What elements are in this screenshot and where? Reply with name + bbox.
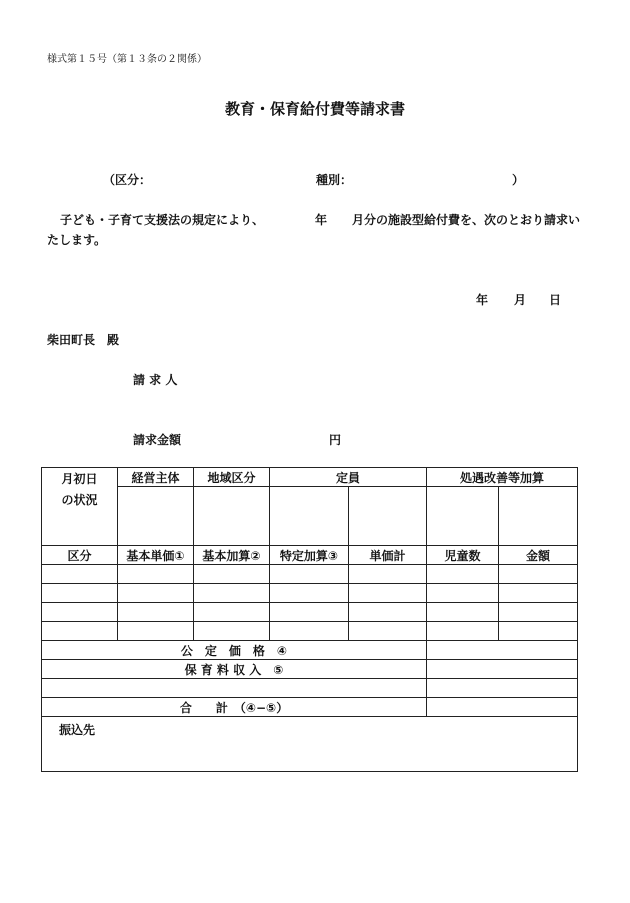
amount-label: 請求金額 bbox=[133, 433, 182, 447]
header-chiiki-kubun: 地域区分 bbox=[194, 468, 270, 487]
table-cell[interactable] bbox=[427, 584, 499, 603]
header-teiin: 定員 bbox=[270, 468, 427, 487]
table-cell[interactable] bbox=[499, 603, 578, 622]
header-kingaku: 金額 bbox=[499, 546, 578, 565]
total-value[interactable] bbox=[427, 698, 578, 717]
header-tanka-kei: 単価計 bbox=[349, 546, 427, 565]
status-label-line2: の状況 bbox=[61, 493, 98, 507]
table-cell[interactable] bbox=[427, 565, 499, 584]
status-label-cell bbox=[42, 468, 118, 546]
table-cell[interactable] bbox=[499, 584, 578, 603]
date-day: 日 bbox=[549, 293, 562, 307]
table-row bbox=[42, 603, 578, 622]
date-year: 年 bbox=[476, 293, 489, 307]
form-number: 様式第１５号（第１３条の２関係） bbox=[47, 54, 207, 65]
koutei-kakaku-value[interactable] bbox=[427, 641, 578, 660]
benefit-table bbox=[41, 467, 578, 772]
teiin-value-2[interactable] bbox=[349, 487, 427, 546]
table-cell[interactable] bbox=[349, 565, 427, 584]
keiei-shutai-value[interactable] bbox=[118, 487, 194, 546]
body-text-line1-a: 子ども・子育て支援法の規定により、 bbox=[60, 213, 265, 227]
table-cell[interactable] bbox=[194, 565, 270, 584]
table-cell[interactable] bbox=[270, 622, 349, 641]
header-kubun: 区分 bbox=[42, 546, 118, 565]
hoikuryo-value[interactable] bbox=[427, 660, 578, 679]
table-cell[interactable] bbox=[118, 584, 194, 603]
table-row bbox=[42, 565, 578, 584]
status-label-line1: 月初日 bbox=[61, 472, 98, 486]
blank-row-value[interactable] bbox=[427, 679, 578, 698]
bank-label: 振込先 bbox=[59, 723, 96, 737]
table-cell[interactable] bbox=[194, 584, 270, 603]
blank-row-label bbox=[42, 679, 427, 698]
body-text-line2: たします。 bbox=[47, 233, 107, 247]
header-kihon-tanka: 基本単価① bbox=[118, 546, 194, 565]
table-cell[interactable] bbox=[270, 584, 349, 603]
date-month: 月 bbox=[514, 293, 527, 307]
body-text-year: 年 bbox=[315, 213, 328, 227]
table-cell[interactable] bbox=[42, 622, 118, 641]
bank-account-cell[interactable] bbox=[42, 717, 578, 772]
teiin-value-1[interactable] bbox=[270, 487, 349, 546]
table-cell[interactable] bbox=[349, 584, 427, 603]
table-cell[interactable] bbox=[349, 622, 427, 641]
addressee: 柴田町長 殿 bbox=[47, 333, 120, 347]
table-row bbox=[42, 584, 578, 603]
shogu-kaizen-value-1[interactable] bbox=[427, 487, 499, 546]
table-cell[interactable] bbox=[270, 603, 349, 622]
table-cell[interactable] bbox=[118, 603, 194, 622]
claimant-label: 請 求 人 bbox=[133, 373, 178, 387]
body-text-line1-b: 月分の施設型給付費を、次のとおり請求い bbox=[352, 213, 581, 227]
table-cell[interactable] bbox=[118, 565, 194, 584]
header-keiei-shutai: 経営主体 bbox=[118, 468, 194, 487]
amount-unit: 円 bbox=[329, 433, 342, 447]
table-cell[interactable] bbox=[42, 584, 118, 603]
document-title: 教育・保育給付費等請求書 bbox=[224, 100, 405, 118]
hoikuryo-label: 保 育 料 収 入 ⑤ bbox=[42, 660, 427, 679]
total-label: 合 計 （④−⑤） bbox=[42, 698, 427, 717]
shubetsu-label: 種別： bbox=[316, 173, 353, 187]
close-paren: ） bbox=[512, 173, 525, 187]
shogu-kaizen-value-2[interactable] bbox=[499, 487, 578, 546]
header-tokutei-kasan: 特定加算③ bbox=[270, 546, 349, 565]
table-cell[interactable] bbox=[194, 622, 270, 641]
header-shogu-kaizen: 処遇改善等加算 bbox=[427, 468, 578, 487]
table-cell[interactable] bbox=[194, 603, 270, 622]
table-cell[interactable] bbox=[427, 603, 499, 622]
table-cell[interactable] bbox=[118, 622, 194, 641]
table-row bbox=[42, 622, 578, 641]
table-cell[interactable] bbox=[42, 565, 118, 584]
header-kihon-kasan: 基本加算② bbox=[194, 546, 270, 565]
table-cell[interactable] bbox=[427, 622, 499, 641]
chiiki-kubun-value[interactable] bbox=[194, 487, 270, 546]
table-cell[interactable] bbox=[42, 603, 118, 622]
table-cell[interactable] bbox=[270, 565, 349, 584]
table-cell[interactable] bbox=[499, 622, 578, 641]
table-cell[interactable] bbox=[499, 565, 578, 584]
header-jido-su: 児童数 bbox=[427, 546, 499, 565]
koutei-kakaku-label: 公 定 価 格 ④ bbox=[42, 641, 427, 660]
table-cell[interactable] bbox=[349, 603, 427, 622]
kubun-label: （区分： bbox=[103, 173, 152, 187]
